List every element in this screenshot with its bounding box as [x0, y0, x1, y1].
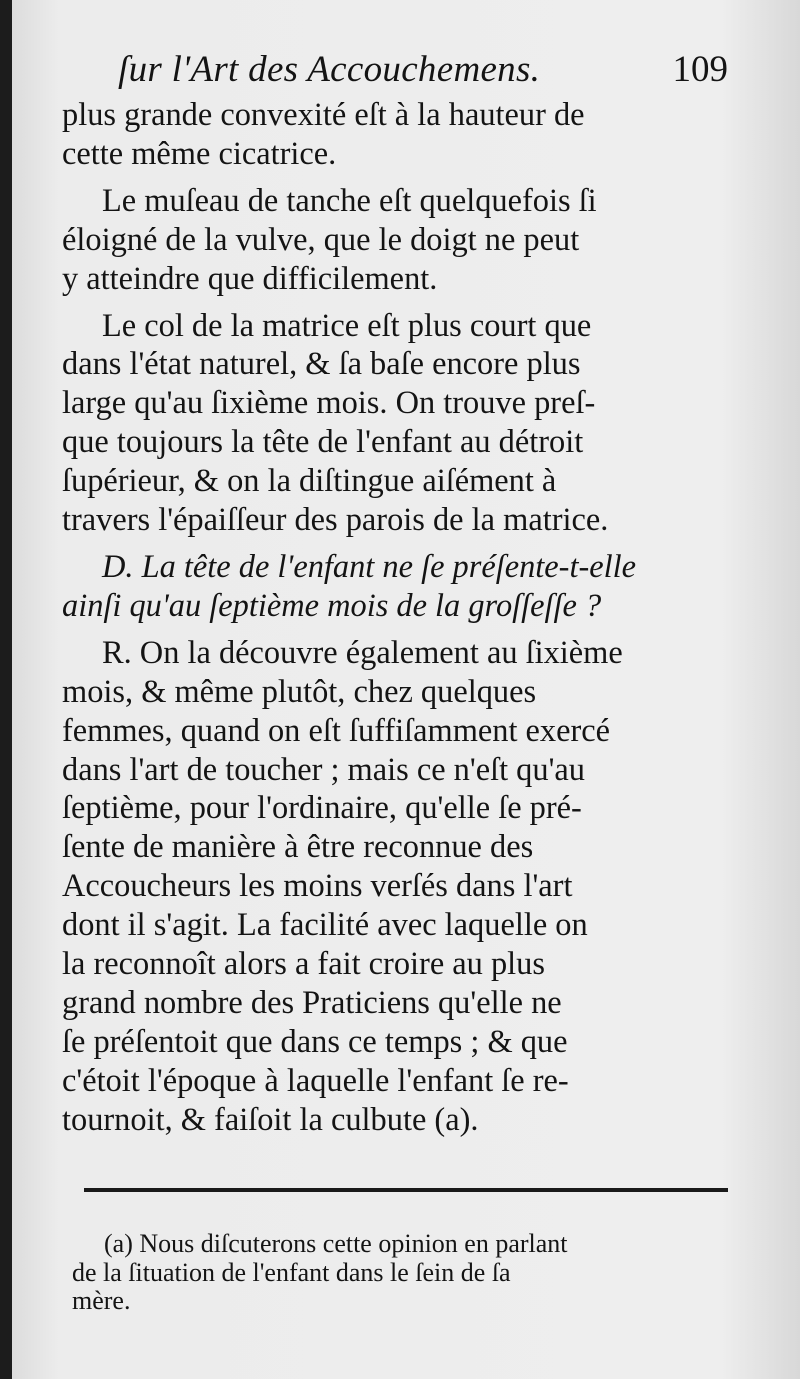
text-line: ſente de manière à être reconnue des [62, 829, 534, 866]
answer-paragraph [62, 634, 732, 1140]
text-line: Le col de la matrice eſt plus court que [102, 307, 592, 344]
text-line: D. La tête de l'enfant ne ſe préſente-t-elle [102, 548, 636, 585]
text-line: éloigné de la vulve, que le doigt ne peut [62, 221, 580, 258]
running-title: ſur l'Art des Accouchemens. [118, 49, 541, 90]
text-line: ſupérieur, & on la diſtingue aiſément à [62, 463, 557, 500]
text-line: dans l'état naturel, & ſa baſe encore plus [62, 346, 581, 383]
text-line: la reconnoît alors a fait croire au plus [62, 946, 545, 983]
footnote-rule [84, 1188, 728, 1192]
text-line: ſeptième, pour l'ordinaire, qu'elle ſe pré- [62, 790, 582, 827]
text-line: c'étoit l'époque à laquelle l'enfant ſe re- [62, 1062, 569, 1099]
text-line: travers l'épaiſſeur des parois de la matrice. [62, 502, 609, 539]
paragraph [62, 182, 732, 299]
paragraph [62, 307, 732, 540]
text-line: femmes, quand on eſt ſuffiſamment exercé [62, 712, 611, 749]
footnote [72, 1230, 748, 1316]
text-line: plus grande convexité eſt à la hauteur de [62, 97, 585, 133]
text-line: grand nombre des Praticiens qu'elle ne [62, 984, 562, 1021]
text-line: y atteindre que difficilement. [62, 260, 438, 297]
text-line: dans l'art de toucher ; mais ce n'eſt qu'au [62, 751, 585, 788]
text-line: ainſi qu'au ſeptième mois de la groſſeſſe ? [62, 587, 602, 624]
footnote-line: mère. [72, 1286, 131, 1315]
page-header [118, 42, 728, 98]
text-line: tournoit, & faiſoit la culbute (a). [62, 1101, 479, 1138]
text-line: Accoucheurs les moins verſés dans l'art [62, 868, 573, 905]
page-edge-shadow [0, 0, 12, 1379]
text-line: large qu'au ſixième mois. On trouve preſ- [62, 385, 596, 422]
text-line: dont il s'agit. La facilité avec laquelle on [62, 907, 588, 944]
text-line: mois, & même plutôt, chez quelques [62, 673, 537, 710]
paragraph [62, 96, 732, 174]
body-text [62, 96, 732, 1140]
text-line: ſe préſentoit que dans ce temps ; & que [62, 1023, 568, 1060]
text-line: R. On la découvre également au ſixième [102, 634, 623, 671]
text-line: cette même cicatrice. [62, 135, 337, 172]
text-line: Le muſeau de tanche eſt quelquefois ſi [102, 182, 597, 219]
question-paragraph [62, 548, 732, 626]
footnote-line: de la ſituation de l'enfant dans le ſein de ſa [72, 1257, 511, 1287]
page-number: 109 [672, 49, 728, 90]
text-line: que toujours la tête de l'enfant au détroit [62, 424, 584, 461]
footnote-line: (a) Nous diſcuterons cette opinion en parlant [104, 1229, 568, 1258]
